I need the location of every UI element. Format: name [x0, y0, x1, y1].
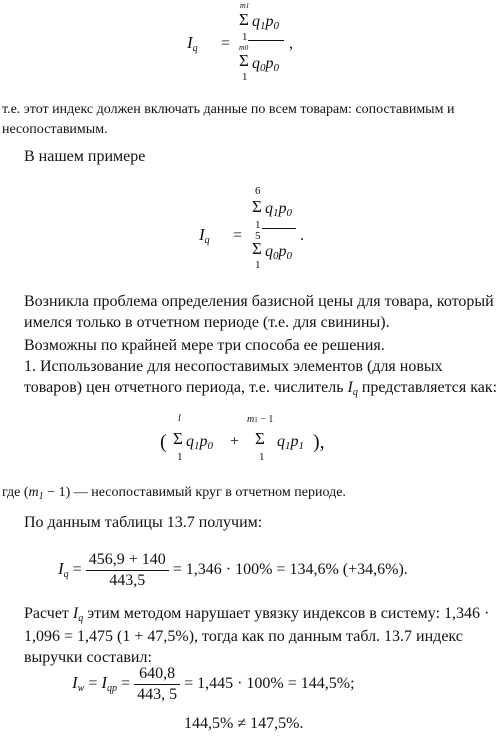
formula2-lhs: Iq: [199, 225, 210, 246]
formula5-eq2: =: [121, 675, 131, 693]
paragraph-4: Возможны по крайней мере три способа ее решения.: [24, 337, 385, 354]
formula1-den-upper: m0: [239, 43, 249, 52]
formula4-den: 443,5: [109, 572, 146, 589]
formula5-num: 640,8: [134, 666, 180, 685]
formula2-den-term: q0p0: [265, 243, 292, 262]
formula5-rest: = 1,445 · 100% = 144,5%;: [184, 675, 355, 693]
formula5-lhs: Iw: [72, 673, 85, 695]
formula3-open: (: [160, 431, 167, 453]
formula4-num: 456,9 + 140: [86, 552, 169, 571]
formula-numerator-sum: [0, 412, 504, 472]
formula2-trail: .: [300, 227, 304, 244]
formula2-num-term: q1p0: [265, 200, 292, 219]
formula5-row: [72, 666, 355, 703]
formula3-term2: q1p1: [277, 433, 304, 452]
formula4-rest: = 1,346 · 100% = 134,6% (+34,6%).: [172, 561, 408, 579]
formula5-den: 443, 5: [137, 686, 178, 703]
formula4-lhs: Iq: [58, 559, 69, 581]
formula2-fraction-bar: [262, 228, 296, 229]
formula2-bar-lower: 1: [255, 219, 261, 231]
formula-index-result: [0, 548, 504, 592]
formula3-s1-upper: l: [178, 413, 181, 424]
formula5-fraction: [134, 666, 180, 703]
formula1-lhs: Iq: [187, 33, 198, 54]
formula5-eq1: =: [88, 675, 98, 693]
formula3-s2-sum: Σ: [255, 429, 265, 448]
formula3-s2-lower: 1: [259, 451, 265, 463]
formula-inequality: 144,5% ≠ 147,5%.: [184, 715, 304, 732]
formula3-s2-upper: m1 − 1: [247, 414, 274, 425]
formula-index-general: [0, 0, 504, 92]
formula5-mid: Iqp: [101, 673, 118, 695]
formula-revenue-index: [0, 664, 504, 708]
formula3-s1-lower: 1: [177, 451, 183, 463]
formula1-fraction-bar: [248, 40, 284, 41]
paragraph-7: По данным таблицы 13.7 получим:: [24, 514, 263, 531]
formula1-trail: ,: [289, 35, 293, 52]
paragraph-2: В нашем примере: [24, 148, 146, 165]
paragraph-6: где $(m_1 - 1)$ — несопоставимый круг в отчетном периоде.: [2, 485, 346, 502]
paragraph-1: т.е. этот индекс должен включать данные по всем товарам: сопоставимым и несопоставимым.: [2, 102, 455, 137]
formula1-den-term: q0p0: [252, 55, 279, 74]
formula1-num-sum: Σ: [239, 10, 249, 29]
formula2-den-lower: 1: [255, 259, 261, 271]
formula1-num-term: q1p0: [252, 13, 279, 32]
formula3-plus: +: [230, 433, 240, 450]
formula1-den-lower: 1: [242, 71, 248, 83]
formula4-eq: =: [72, 561, 82, 579]
paragraph-3: Возникла проблема определения базисной цены для товара, который имелся только в отчетном периоде (т.е. для свинины).: [24, 293, 494, 331]
formula2-eq: =: [233, 227, 243, 244]
formula3-close: ),: [313, 431, 325, 453]
formula1-den-sum: Σ: [239, 51, 249, 70]
formula2-num-sum: Σ: [252, 197, 262, 216]
formula3-s1-sum: Σ: [173, 429, 183, 448]
paragraph-8: Расчет Iq этим методом нарушает увязку индексов в систему: 1,346 · 1,096 = 1,475 (1 + 47,5%), тогда как по данным табл. 13.7 индекс выручки составил:: [24, 605, 490, 666]
formula1-num-upper: m1: [240, 1, 250, 10]
formula4-row: [58, 552, 408, 589]
formula2-den-upper: 5: [255, 230, 261, 242]
formula4-fraction: [86, 552, 169, 589]
formula2-num-upper: 6: [255, 185, 261, 197]
formula2-den-sum: Σ: [252, 239, 262, 258]
paragraph-5: 1. Использование для несопоставимых элементов (для новых товаров) цен отчетного периода, т.е. числитель Iq представляется как:: [24, 358, 498, 398]
formula1-bar-lower: 1: [242, 31, 248, 43]
formula1-eq: =: [221, 35, 231, 52]
formula-index-example: [0, 180, 504, 275]
formula3-term1: q1p0: [186, 433, 213, 452]
